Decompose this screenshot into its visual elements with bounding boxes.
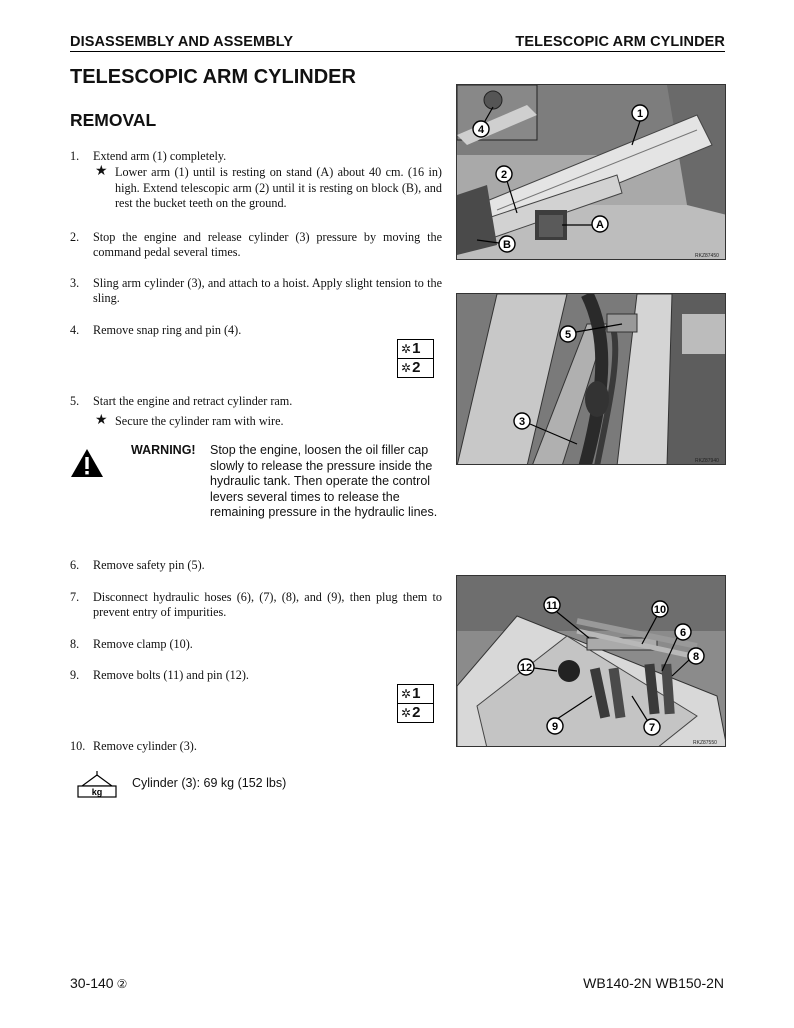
callout-5 bbox=[560, 324, 622, 342]
tool-icon: ✲ bbox=[401, 342, 412, 356]
step-3 bbox=[70, 276, 442, 307]
model-names: WB140-2N WB150-2N bbox=[583, 975, 724, 991]
figure-hydraulic-hoses bbox=[456, 575, 726, 747]
svg-text:11: 11 bbox=[546, 600, 558, 612]
step-10 bbox=[70, 739, 442, 754]
svg-text:3: 3 bbox=[518, 416, 526, 428]
callout-11 bbox=[544, 597, 589, 638]
callout-b bbox=[477, 236, 515, 252]
note-text: Lower arm (1) until is resting on stand (A) about 40 cm. (16 in) high. Extend telescopic arm (2) until it is resting on block (B), and rest the bucket teeth on the ground. bbox=[115, 165, 442, 210]
callout-4 bbox=[473, 107, 493, 137]
tool-icon: ✲ bbox=[401, 687, 412, 701]
step-text: Remove snap ring and pin (4). bbox=[93, 323, 242, 337]
star-icon: ★ bbox=[95, 164, 108, 180]
callout-3 bbox=[514, 413, 577, 444]
step-number: 7. bbox=[70, 590, 80, 604]
callout-a bbox=[562, 216, 608, 232]
step-7 bbox=[70, 590, 442, 621]
callout-8 bbox=[672, 648, 704, 676]
tool-number: 2 bbox=[412, 359, 421, 376]
page-number bbox=[70, 975, 127, 991]
step-text: Remove safety pin (5). bbox=[93, 558, 205, 572]
tool-number: 1 bbox=[412, 685, 421, 702]
tool-icon: ✲ bbox=[401, 706, 412, 720]
tool-number: 2 bbox=[412, 704, 421, 721]
svg-text:2: 2 bbox=[500, 169, 508, 181]
callout-7 bbox=[632, 696, 660, 735]
svg-text:9: 9 bbox=[551, 721, 559, 733]
step-6 bbox=[70, 558, 442, 573]
weight-text: Cylinder (3): 69 kg (152 lbs) bbox=[132, 776, 287, 790]
step-text: Extend arm (1) completely. bbox=[93, 149, 227, 163]
svg-text:4: 4 bbox=[477, 124, 485, 136]
warning-icon bbox=[70, 448, 104, 478]
callout-12 bbox=[518, 659, 557, 675]
step-text: Remove bolts (11) and pin (12). bbox=[93, 668, 249, 682]
svg-text:12: 12 bbox=[519, 662, 533, 674]
tool-reference-box bbox=[397, 684, 434, 724]
step-8 bbox=[70, 637, 442, 652]
step-5 bbox=[70, 394, 442, 430]
page-header bbox=[70, 34, 725, 52]
header-section: DISASSEMBLY AND ASSEMBLY bbox=[70, 34, 294, 50]
svg-text:7: 7 bbox=[648, 722, 656, 734]
step-text: Stop the engine and release cylinder (3) pressure by moving the command pedal several times. bbox=[93, 230, 442, 260]
svg-text:10: 10 bbox=[653, 604, 667, 616]
callout-6 bbox=[662, 624, 691, 671]
svg-text:6: 6 bbox=[679, 627, 687, 639]
figure-cylinder-pin bbox=[456, 293, 726, 465]
figure-code: RKZ87940 bbox=[695, 458, 719, 464]
svg-text:5: 5 bbox=[564, 329, 572, 341]
step-note bbox=[95, 164, 442, 211]
step-note bbox=[95, 413, 442, 429]
step-number: 9. bbox=[70, 668, 80, 682]
weight-icon bbox=[76, 770, 118, 798]
step-text: Sling arm cylinder (3), and attach to a hoist. Apply slight tension to the sling. bbox=[93, 276, 442, 306]
page-title: TELESCOPIC ARM CYLINDER bbox=[70, 66, 356, 88]
step-text: Remove cylinder (3). bbox=[93, 739, 197, 753]
svg-text:A: A bbox=[596, 219, 604, 231]
step-number: 6. bbox=[70, 558, 80, 572]
step-text: Remove clamp (10). bbox=[93, 637, 193, 651]
figure-code: RKZ87450 bbox=[695, 253, 719, 259]
warning-label: WARNING! bbox=[131, 443, 196, 457]
tool-reference-box bbox=[397, 339, 434, 379]
callout-10 bbox=[642, 601, 668, 644]
step-2 bbox=[70, 230, 442, 261]
tool-icon: ✲ bbox=[401, 361, 412, 375]
step-number: 8. bbox=[70, 637, 80, 651]
section-title: REMOVAL bbox=[70, 110, 157, 130]
revision-mark: ② bbox=[116, 977, 128, 991]
step-text: Disconnect hydraulic hoses (6), (7), (8), and (9), then plug them to prevent entry of impurities. bbox=[93, 590, 442, 620]
header-topic: TELESCOPIC ARM CYLINDER bbox=[515, 34, 725, 50]
step-number: 2. bbox=[70, 230, 80, 244]
svg-text:B: B bbox=[503, 239, 511, 251]
step-number: 3. bbox=[70, 276, 80, 290]
svg-text:8: 8 bbox=[692, 651, 700, 663]
step-4 bbox=[70, 323, 442, 338]
step-number: 4. bbox=[70, 323, 80, 337]
step-number: 1. bbox=[70, 149, 80, 163]
callout-1 bbox=[632, 105, 648, 145]
note-text: Secure the cylinder ram with wire. bbox=[115, 414, 284, 429]
step-number: 10. bbox=[70, 739, 86, 753]
step-9 bbox=[70, 668, 442, 683]
callout-9 bbox=[547, 696, 592, 734]
step-text: Start the engine and retract cylinder ram. bbox=[93, 394, 293, 408]
callout-2 bbox=[496, 166, 517, 213]
weight-unit: kg bbox=[91, 787, 103, 797]
step-number: 5. bbox=[70, 394, 80, 408]
tool-number: 1 bbox=[412, 340, 421, 357]
figure-arm-on-stand bbox=[456, 84, 726, 260]
warning-text: Stop the engine, loosen the oil filler cap slowly to release the pressure inside the hydraulic tank. Then operate the control levers several times to release the remaining pressure in the hydraulic lines. bbox=[210, 443, 438, 519]
step-1 bbox=[70, 149, 442, 211]
star-icon: ★ bbox=[95, 413, 108, 429]
figure-code: RKZ87550 bbox=[693, 740, 717, 746]
svg-text:1: 1 bbox=[636, 108, 644, 120]
page-number-text: 30-140 bbox=[70, 975, 114, 991]
